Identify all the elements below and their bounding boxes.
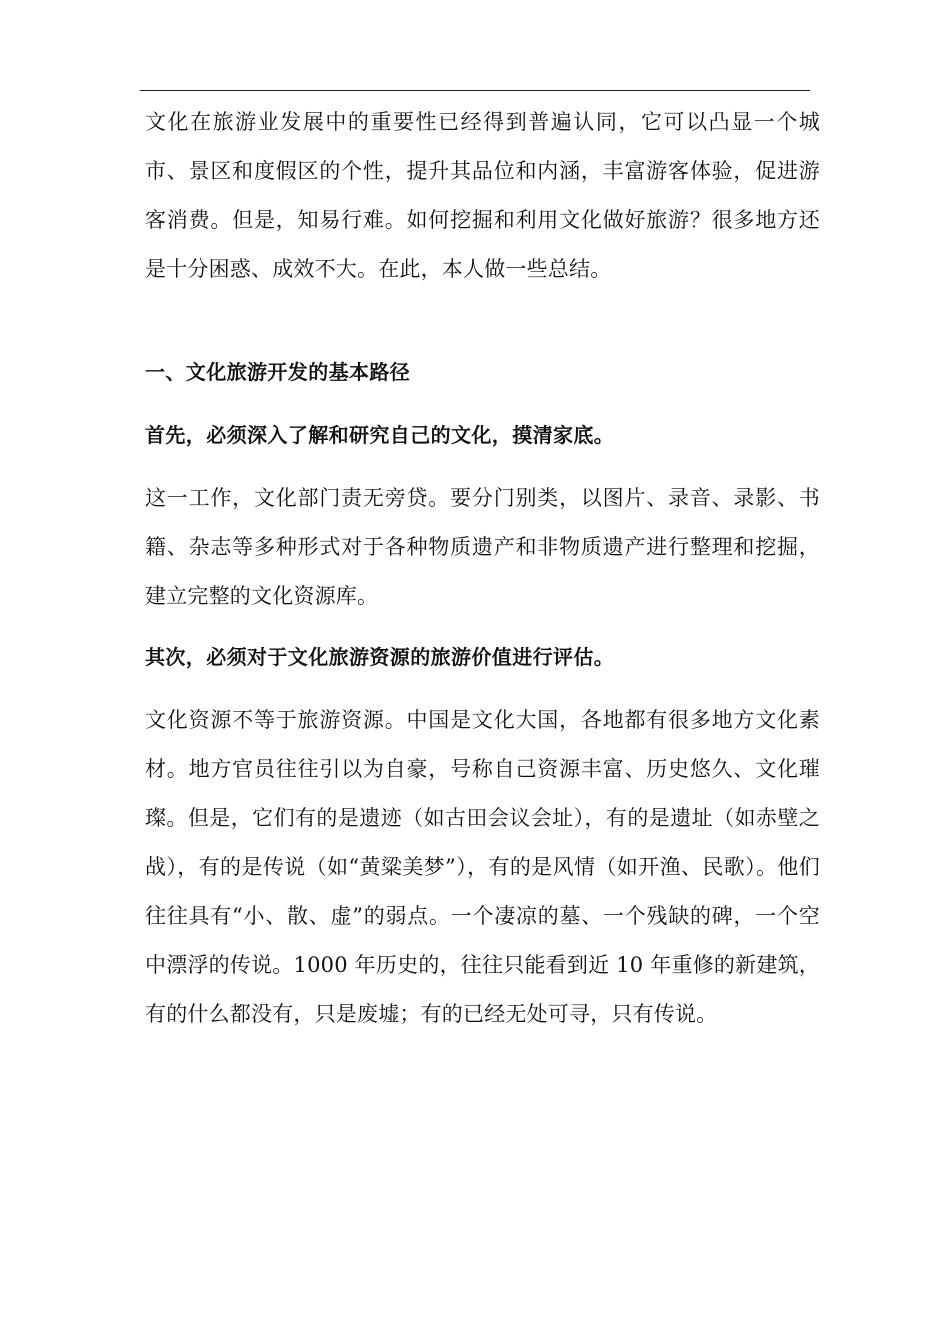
section-heading: 一、文化旅游开发的基本路径 — [145, 360, 411, 384]
header-rule — [140, 90, 810, 91]
document-body — [145, 98, 820, 1039]
spacer — [145, 294, 820, 348]
spacer — [145, 682, 820, 696]
spacer — [145, 397, 820, 411]
subsection-paragraph-first: 这一工作，文化部门责无旁贷。要分门别类，以图片、录音、录影、书籍、杂志等多种形式对于各种物质遗产和非物质遗产进行整理和挖掘，建立完整的文化资源库。 — [145, 486, 820, 608]
spacer — [145, 621, 820, 633]
subsection-paragraph-second: 文化资源不等于旅游资源。中国是文化大国，各地都有很多地方文化素材。地方官员往往引以为自豪，号称自己资源丰富、历史悠久、文化璀璨。但是，它们有的是遗迹（如古田会议会址），有的是遗址（如赤壁之战），有的是传说（如“黄粱美梦”），有的是风情（如开渔、民歌）。他们往往具有“小、散、虚”的弱点。一个凄凉的墓、一个残缺的碑，一个空中漂浮的传说。1000 年历史的，往往只能看到近 10 年重修的新建筑，有的什么都没有，只是废墟；有的已经无处可寻，只有传说。 — [145, 708, 820, 1026]
spacer — [145, 460, 820, 474]
intro-paragraph: 文化在旅游业发展中的重要性已经得到普遍认同，它可以凸显一个城市、景区和度假区的个性，提升其品位和内涵，丰富游客体验，促进游客消费。但是，知易行难。如何挖掘和利用文化做好旅游？很多地方还是十分困惑、成效不大。在此，本人做一些总结。 — [145, 110, 820, 281]
subsection-heading-first: 首先，必须深入了解和研究自己的文化，摸清家底。 — [145, 423, 615, 447]
subsection-heading-second: 其次，必须对于文化旅游资源的旅游价值进行评估。 — [145, 645, 615, 669]
